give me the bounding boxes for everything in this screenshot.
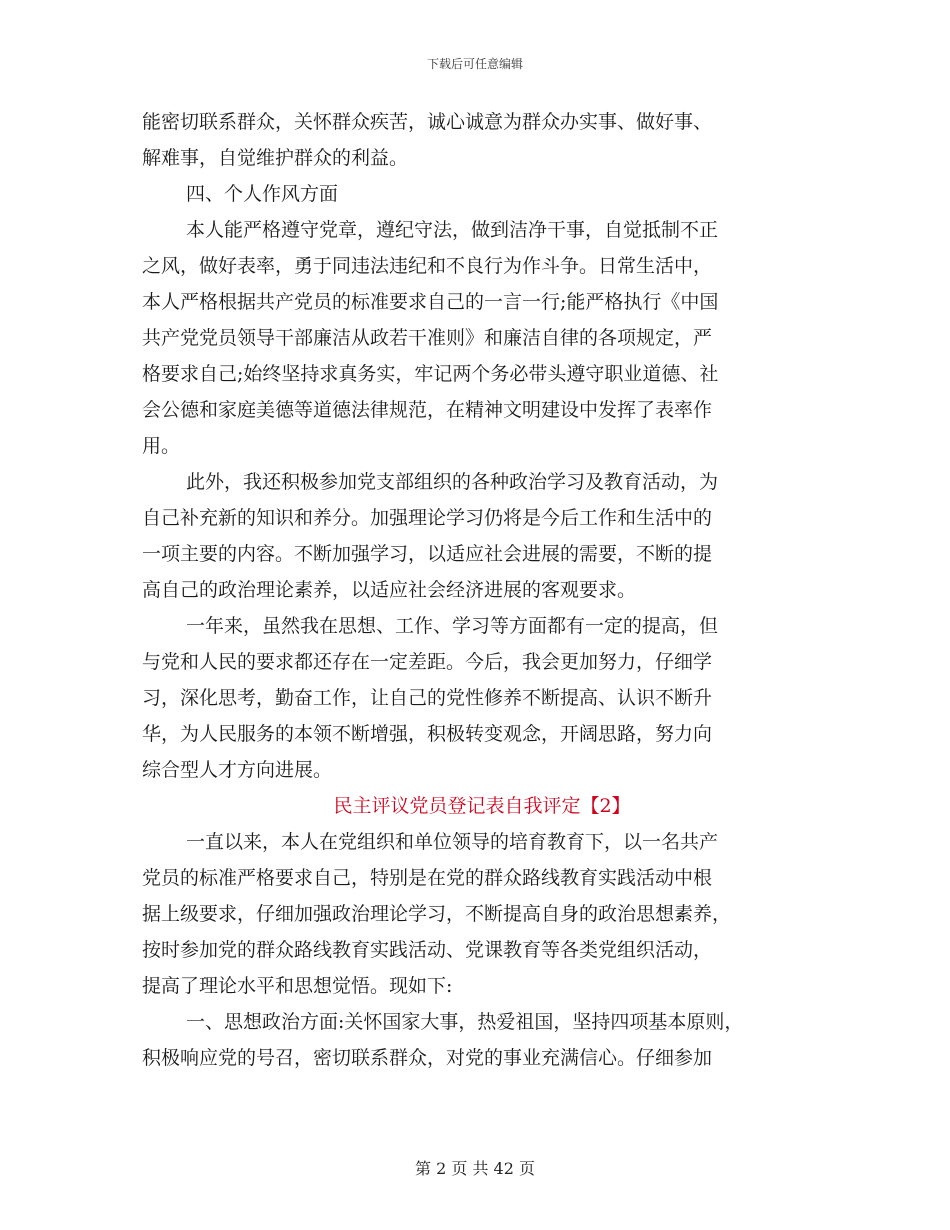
body-line: 用。 <box>142 435 181 457</box>
body-line: 共产党党员领导干部廉洁从政若干准则》和廉洁自律的各项规定，严 <box>142 327 713 349</box>
page-header: 下载后可任意编辑 <box>426 57 523 71</box>
body-line: 能密切联系群众，关怀群众疾苦，诚心诚意为群众办实事、做好事、 <box>142 111 713 133</box>
body-line: 党员的标准严格要求自己，特别是在党的群众路线教育实践活动中根 <box>142 867 713 889</box>
body-line: 提高了理论水平和思想觉悟。现如下: <box>142 975 453 997</box>
body-line: 本人能严格遵守党章，遵纪守法，做到洁净干事，自觉抵制不正 <box>186 219 719 241</box>
document-body <box>142 104 822 1076</box>
body-line: 会公德和家庭美德等道德法律规范，在精神文明建设中发挥了表率作 <box>142 399 713 421</box>
body-line: 一年来，虽然我在思想、工作、学习等方面都有一定的提高，但 <box>186 615 719 637</box>
body-line: 之风，做好表率，勇于同违法违纪和不良行为作斗争。日常生活中， <box>142 255 713 277</box>
body-line: 华，为人民服务的本领不断增强，积极转变观念，开阔思路，努力向 <box>142 723 713 745</box>
body-line: 一项主要的内容。不断加强学习，以适应社会进展的需要，不断的提 <box>142 543 713 565</box>
body-line: 与党和人民的要求都还存在一定差距。今后，我会更加努力，仔细学 <box>142 651 713 673</box>
body-line: 解难事，自觉维护群众的利益。 <box>142 147 409 169</box>
body-line: 格要求自己;始终坚持求真务实，牢记两个务必带头遵守职业道德、社 <box>142 363 719 385</box>
body-line: 据上级要求，仔细加强政治理论学习，不断提高自身的政治思想素养， <box>142 903 732 925</box>
body-line: 综合型人才方向进展。 <box>142 759 333 781</box>
body-line: 习，深化思考，勤奋工作，让自己的党性修养不断提高、认识不断升 <box>142 687 713 709</box>
article-title: 民主评议党员登记表自我评定【2】 <box>333 795 631 817</box>
section-heading: 四、个人作风方面 <box>186 183 339 205</box>
body-line: 自己补充新的知识和养分。加强理论学习仍将是今后工作和生活中的 <box>142 507 713 529</box>
body-line: 本人严格根据共产党员的标准要求自己的一言一行;能严格执行《中国 <box>142 291 719 313</box>
body-line: 积极响应党的号召，密切联系群众，对党的事业充满信心。仔细参加 <box>142 1047 713 1069</box>
body-line: 按时参加党的群众路线教育实践活动、党课教育等各类党组织活动， <box>142 939 713 961</box>
page-footer: 第 2 页 共 42 页 <box>415 1159 535 1178</box>
body-line: 一、思想政治方面:关怀国家大事，热爱祖国，坚持四项基本原则， <box>186 1011 744 1033</box>
body-line: 高自己的政治理论素养，以适应社会经济进展的客观要求。 <box>142 579 637 601</box>
body-line: 一直以来，本人在党组织和单位领导的培育教育下，以一名共产 <box>186 831 719 853</box>
body-line: 此外，我还积极参加党支部组织的各种政治学习及教育活动，为 <box>186 471 719 493</box>
